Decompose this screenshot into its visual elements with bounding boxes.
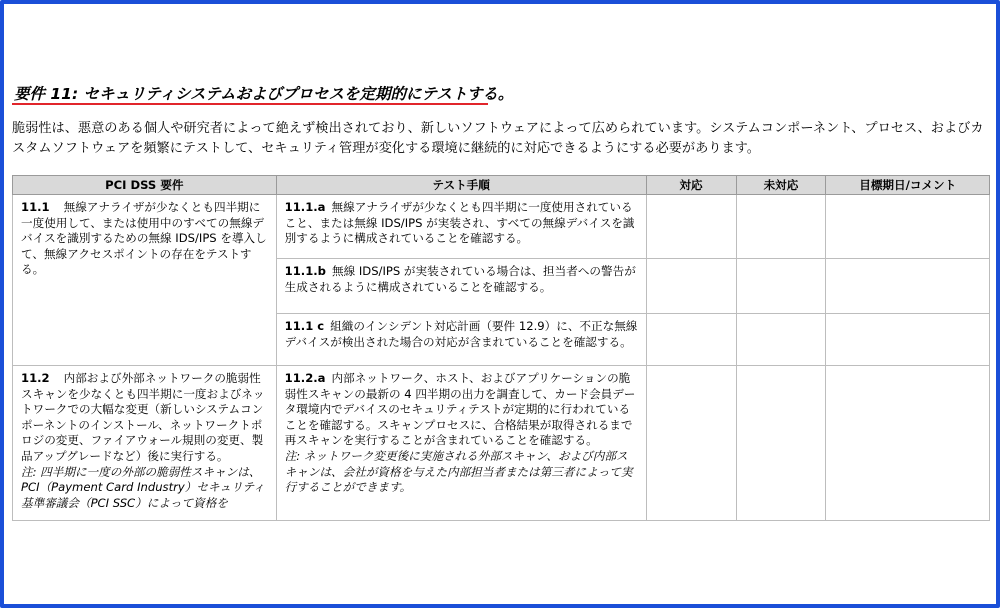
table-row — [13, 366, 990, 521]
test-text: 無線 IDS/IPS が実装されている場合は、担当者への警告が生成されるように構成されていることを確認する。 — [284, 264, 636, 294]
test-cell-11-1-a — [276, 195, 646, 259]
in-place-cell[interactable] — [646, 259, 736, 314]
test-text: 内部ネットワーク、ホスト、およびアプリケーションの脆弱性スキャンの最新の 4 四半期の出力を調査して、カード会員データ環境内でデバイスのセキュリティテストが定期的に行われていることを確認する。スキャンプロセスに、合格結果が取得されるまで再スキャンを実行することが含まれていることを確認する。 — [284, 371, 636, 448]
requirement-note: 注: 四半期に一度の外部の脆弱性スキャンは、PCI（Payment Card Industry）セキュリティ基準審議会（PCI SSC）によって資格を — [21, 464, 265, 510]
in-place-cell[interactable] — [646, 366, 736, 521]
test-cell-11-1-c — [276, 314, 646, 366]
comment-cell[interactable] — [826, 366, 990, 521]
test-note: 注: ネットワーク変更後に実施される外部スキャン、および内部スキャンは、会社が資格を与えた内部担当者または第三者によって実行することができます。 — [284, 448, 633, 495]
requirement-cell-11-2 — [13, 366, 277, 521]
header-target-date-comments: 目標期日/コメント — [826, 176, 990, 195]
test-number: 11.2.a — [284, 371, 326, 385]
test-cell-11-2-a — [276, 366, 646, 521]
test-number: 11.1.b — [284, 264, 326, 278]
header-in-place: 対応 — [646, 176, 736, 195]
in-place-cell[interactable] — [646, 195, 736, 259]
section-heading: 要件 11: セキュリティシステムおよびプロセスを定期的にテストする。 — [14, 85, 514, 103]
requirement-cell-11-1 — [13, 195, 277, 366]
requirements-table — [12, 175, 990, 521]
header-test-procedure: テスト手順 — [276, 176, 646, 195]
comment-cell[interactable] — [826, 314, 990, 366]
comment-cell[interactable] — [826, 195, 990, 259]
requirement-text: 内部および外部ネットワークの脆弱性スキャンを少なくとも四半期に一度およびネットワークでの大幅な変更（新しいシステムコンポーネントのインストール、ネットワークトポロジの変更、ファイアウォール規則の変更、製品アップグレードなど）後に実行する。 — [21, 371, 265, 463]
table-header-row — [13, 176, 990, 195]
header-not-in-place: 未対応 — [736, 176, 826, 195]
test-text: 無線アナライザが少なくとも四半期に一度使用されていること、または無線 IDS/IPS が実装され、すべての無線デバイスを識別するように構成されていることを確認する。 — [284, 200, 635, 246]
test-text: 組織のインシデント対応計画（要件 12.9）に、不正な無線デバイスが検出された場合の対応が含まれていることを確認する。 — [284, 319, 638, 349]
requirement-number: 11.1 — [21, 200, 50, 214]
table-row — [13, 195, 990, 259]
requirement-text: 無線アナライザが少なくとも四半期に一度使用して、または使用中のすべての無線デバイスを識別するための無線 IDS/IPS を導入して、無線アクセスポイントの存在をテストする。 — [21, 200, 267, 277]
not-in-place-cell[interactable] — [736, 366, 826, 521]
not-in-place-cell[interactable] — [736, 314, 826, 366]
test-cell-11-1-b — [276, 259, 646, 314]
test-number: 11.1 c — [284, 319, 325, 333]
heading-underline — [12, 103, 488, 105]
comment-cell[interactable] — [826, 259, 990, 314]
intro-paragraph: 脆弱性は、悪意のある個人や研究者によって絶えず検出されており、新しいソフトウェアによって広められています。システムコンポーネント、プロセス、およびカスタムソフトウェアを頻繁にテストして、セキュリティ管理が変化する環境に継続的に対応できるようにする必要があります。 — [12, 121, 984, 156]
requirement-number: 11.2 — [21, 371, 50, 385]
not-in-place-cell[interactable] — [736, 259, 826, 314]
header-pci-dss-requirement: PCI DSS 要件 — [13, 176, 277, 195]
in-place-cell[interactable] — [646, 314, 736, 366]
not-in-place-cell[interactable] — [736, 195, 826, 259]
test-number: 11.1.a — [284, 200, 326, 214]
